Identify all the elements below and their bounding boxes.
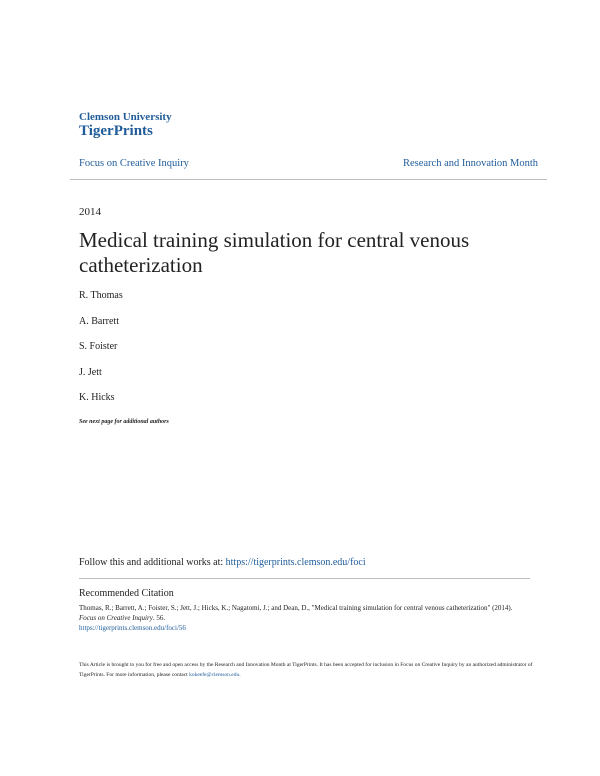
citation-journal: Focus on Creative Inquiry	[79, 614, 153, 622]
citation-link[interactable]: https://tigerprints.clemson.edu/foci/56	[79, 624, 186, 632]
citation-text	[79, 603, 529, 633]
author-name: K. Hicks	[79, 392, 115, 403]
author-name: R. Thomas	[79, 290, 123, 301]
additional-authors-note: See next page for additional authors	[79, 419, 169, 425]
article-title: Medical training simulation for central venous catheterization	[79, 228, 470, 277]
collection-link-focus[interactable]: Focus on Creative Inquiry	[79, 158, 189, 169]
header-divider	[70, 179, 547, 180]
repository-name[interactable]: TigerPrints	[79, 123, 153, 139]
collection-link-research-month[interactable]: Research and Innovation Month	[402, 158, 538, 169]
citation-body: Thomas, R.; Barrett, A.; Foister, S.; Jett, J.; Hicks, K.; Nagatomi, J.; and Dean, D., "Medical training simulation for central venous catheterization" (2014).	[79, 604, 513, 612]
access-notice	[79, 660, 534, 680]
author-name: J. Jett	[79, 367, 102, 378]
author-name: A. Barrett	[79, 316, 119, 327]
contact-email-link[interactable]: kokeefe@clemson.edu	[189, 672, 240, 678]
notice-body: This Article is brought to you for free and open access by the Research and Innovation Month at TigerPrints. It has been accepted for inclusion in Focus on Creative Inquiry by an authorized administrator of TigerPrints. For more information, please contact	[79, 662, 533, 678]
author-name: S. Foister	[79, 341, 118, 352]
citation-end: . 56.	[152, 614, 166, 622]
publication-year: 2014	[79, 206, 101, 218]
notice-end: .	[239, 672, 241, 678]
follow-text: Follow this and additional works at:	[79, 557, 226, 568]
institution-name[interactable]: Clemson University	[79, 111, 172, 123]
follow-line	[79, 557, 366, 568]
follow-link[interactable]: https://tigerprints.clemson.edu/foci	[225, 557, 366, 568]
citation-heading: Recommended Citation	[79, 588, 174, 599]
citation-divider	[79, 578, 530, 579]
